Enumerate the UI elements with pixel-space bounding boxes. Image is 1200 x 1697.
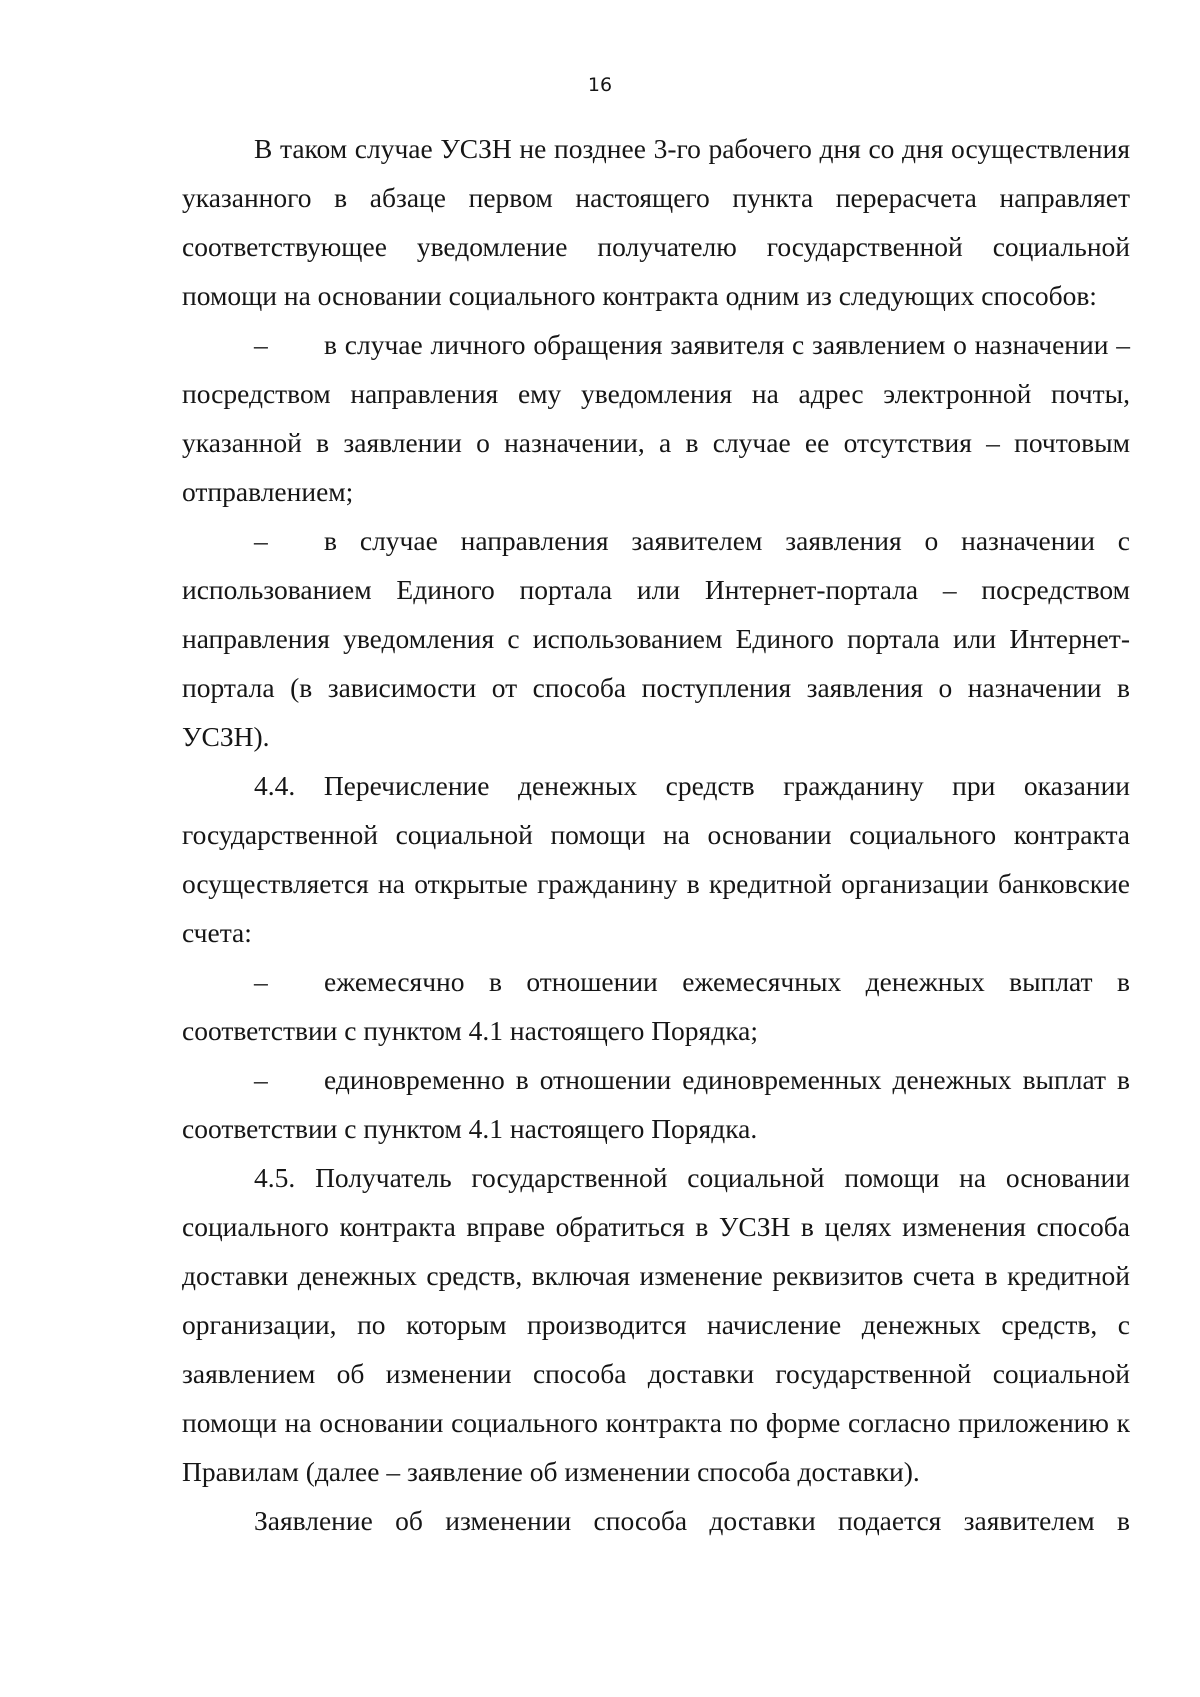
list-item-text: единовременно в отношении единовременных денежных выплат в соответствии с пунктом 4.1 настоящего Порядка.	[182, 1064, 1130, 1144]
dash-marker: –	[254, 1064, 268, 1095]
list-item-text: в случае личного обращения заявителя с заявлением о назначении – посредством направления ему уведомления на адрес электронной почты, указанной в заявлении о назначении, а в случае ее отсутствия – почтовым отправлением;	[182, 329, 1130, 507]
paragraph-text: 4.5. Получатель государственной социальной помощи на основании социального контракта вправе обратиться в УСЗН в целях изменения способа доставки денежных средств, включая изменение реквизитов счета в кредитной организации, по которым производится начисление денежных средств, с заявлением об изменении способа доставки государственной социальной помощи на основании социального контракта по форме согласно приложению к Правилам (далее – заявление об изменении способа доставки).	[182, 1162, 1130, 1487]
paragraph-4-4	[182, 761, 1130, 957]
list-item-text: ежемесячно в отношении ежемесячных денежных выплат в соответствии с пунктом 4.1 настоящего Порядка;	[182, 966, 1130, 1046]
dash-marker: –	[254, 966, 268, 997]
paragraph-notification-intro	[182, 124, 1130, 320]
document-body	[182, 124, 1130, 1545]
list-item-monthly	[182, 957, 1130, 1055]
list-item-text: в случае направления заявителем заявления о назначении с использованием Единого портала или Интернет-портала – посредством направления уведомления с использованием Единого портала или Интернет-портала (в зависимости от способа поступления заявления о назначении в УСЗН).	[182, 525, 1130, 752]
paragraph-text: В таком случае УСЗН не позднее 3-го рабочего дня со дня осуществления указанного в абзаце первом настоящего пункта перерасчета направляет соответствующее уведомление получателю государственной социальной помощи на основании социального контракта одним из следующих способов:	[182, 133, 1130, 311]
dash-marker: –	[254, 525, 268, 556]
paragraph-4-5	[182, 1153, 1130, 1496]
list-item-personal-appeal	[182, 320, 1130, 516]
paragraph-delivery-change-application	[182, 1496, 1130, 1545]
dash-marker: –	[254, 329, 268, 360]
list-item-portal-appeal	[182, 516, 1130, 761]
paragraph-text: 4.4. Перечисление денежных средств гражданину при оказании государственной социальной помощи на основании социального контракта осуществляется на открытые гражданину в кредитной организации банковские счета:	[182, 770, 1130, 948]
paragraph-text: Заявление об изменении способа доставки подается заявителем в	[254, 1505, 1130, 1536]
page-number: 16	[587, 74, 613, 96]
list-item-one-time	[182, 1055, 1130, 1153]
